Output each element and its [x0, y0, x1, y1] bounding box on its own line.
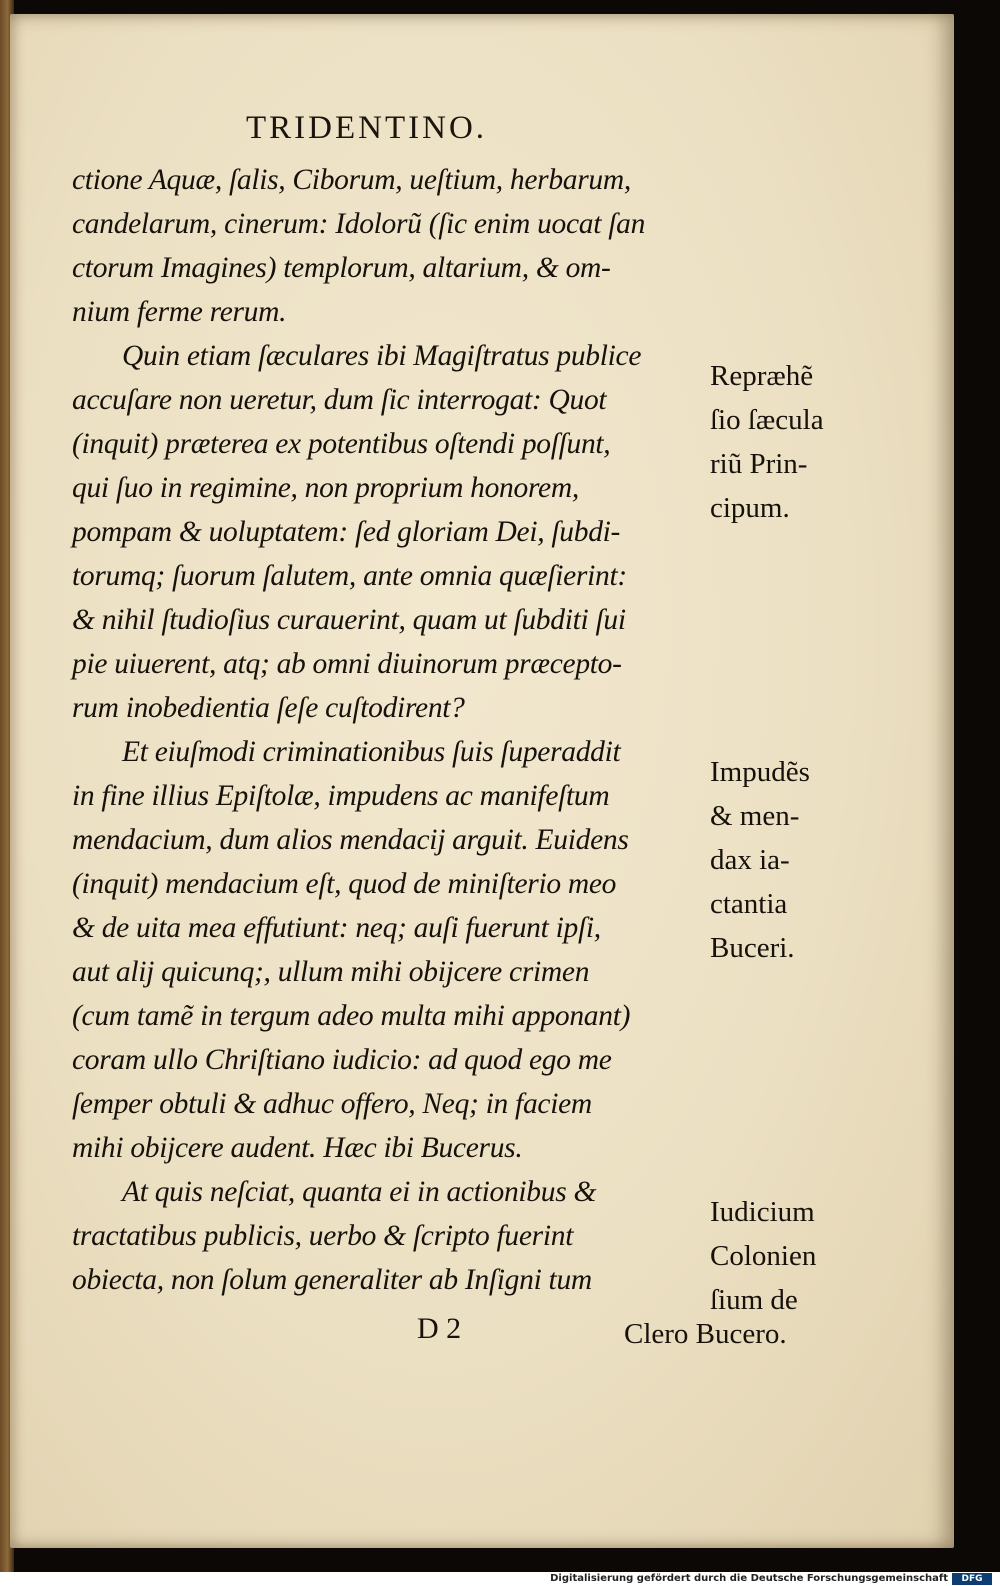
text-line: (inquit) mendacium eſt, quod de miniſterio meo	[72, 868, 617, 900]
marginal-note-iudicium	[710, 1190, 860, 1322]
text-line: mihi obijcere audent. Hæc ibi Bucerus.	[72, 1132, 523, 1164]
marginal-line: ſio ſæcula	[710, 404, 824, 436]
text-line: aut alij quicunq;, ullum mihi obijcere crimen	[72, 956, 590, 988]
text-line: Et eiuſmodi criminationibus ſuis ſuperaddit	[122, 736, 621, 768]
text-line: pie uiuerent, atq; ab omni diuinorum præcepto-	[72, 648, 622, 680]
text-line: accuſare non ueretur, dum ſic interrogat: Quot	[72, 384, 607, 416]
text-line: Quin etiam ſæculares ibi Magiſtratus publice	[122, 340, 642, 372]
text-line: rum inobedientia ſeſe cuſtodirent?	[72, 692, 465, 724]
marginal-line: Buceri.	[710, 932, 795, 964]
marginal-line: Repræhẽ	[710, 360, 814, 392]
marginal-note-impudens	[710, 750, 860, 970]
body-text	[72, 158, 732, 1302]
text-line: & de uita mea effutiunt: neq; auſi fuerunt ipſi,	[72, 912, 601, 944]
dfg-logo-icon: DFG	[952, 1573, 992, 1585]
marginal-line: Impudẽs	[710, 756, 810, 788]
text-line: qui ſuo in regimine, non proprium honorem,	[72, 472, 579, 504]
marginal-note-reprehensio	[710, 354, 860, 530]
funding-credit: Digitalisierung gefördert durch die Deutsche Forschungsgemeinschaft	[550, 1573, 948, 1584]
text-line: tractatibus publicis, uerbo & ſcripto fuerint	[72, 1220, 574, 1252]
text-line: ſemper obtuli & adhuc offero, Neq; in faciem	[72, 1088, 592, 1120]
signature-mark: D 2	[417, 1312, 462, 1345]
text-line: At quis neſciat, quanta ei in actionibus &	[122, 1176, 597, 1208]
text-line: ctorum Imagines) templorum, altarium, & om-	[72, 252, 611, 284]
marginal-line: dax ia-	[710, 844, 790, 876]
text-line: obiecta, non ſolum generaliter ab Inſigni tum	[72, 1264, 592, 1296]
marginal-line: ctantia	[710, 888, 788, 920]
marginal-line: Clero Bucero.	[624, 1318, 787, 1350]
text-line: candelarum, cinerum: Idolorũ (ſic enim uocat ſan	[72, 208, 646, 240]
marginal-line: cipum.	[710, 492, 790, 524]
text-line: ctione Aquæ, ſalis, Ciborum, ueſtium, herbarum,	[72, 164, 631, 196]
text-line: coram ullo Chriſtiano iudicio: ad quod ego me	[72, 1044, 612, 1076]
text-line: (cum tamẽ in tergum adeo multa mihi apponant)	[72, 1000, 631, 1032]
marginal-line: Colonien	[710, 1240, 817, 1272]
text-line: nium ferme rerum.	[72, 296, 287, 328]
text-line: torumq; ſuorum ſalutem, ante omnia quæſierint:	[72, 560, 627, 592]
marginal-line: Iudicium	[710, 1196, 815, 1228]
text-line: in fine illius Epiſtolæ, impudens ac manifeſtum	[72, 780, 610, 812]
footer-bar	[0, 1572, 1000, 1586]
text-line: & nihil ſtudioſius curauerint, quam ut ſubditi ſui	[72, 604, 626, 636]
running-head: TRIDENTINO.	[246, 110, 488, 146]
marginal-line: & men-	[710, 800, 800, 832]
marginal-line: riũ Prin-	[710, 448, 808, 480]
text-line: mendacium, dum alios mendacij arguit. Euidens	[72, 824, 629, 856]
text-line: (inquit) præterea ex potentibus oſtendi poſſunt,	[72, 428, 611, 460]
marginal-line: ſium de	[710, 1284, 798, 1316]
text-line: pompam & uoluptatem: ſed gloriam Dei, ſubdi-	[72, 516, 621, 548]
